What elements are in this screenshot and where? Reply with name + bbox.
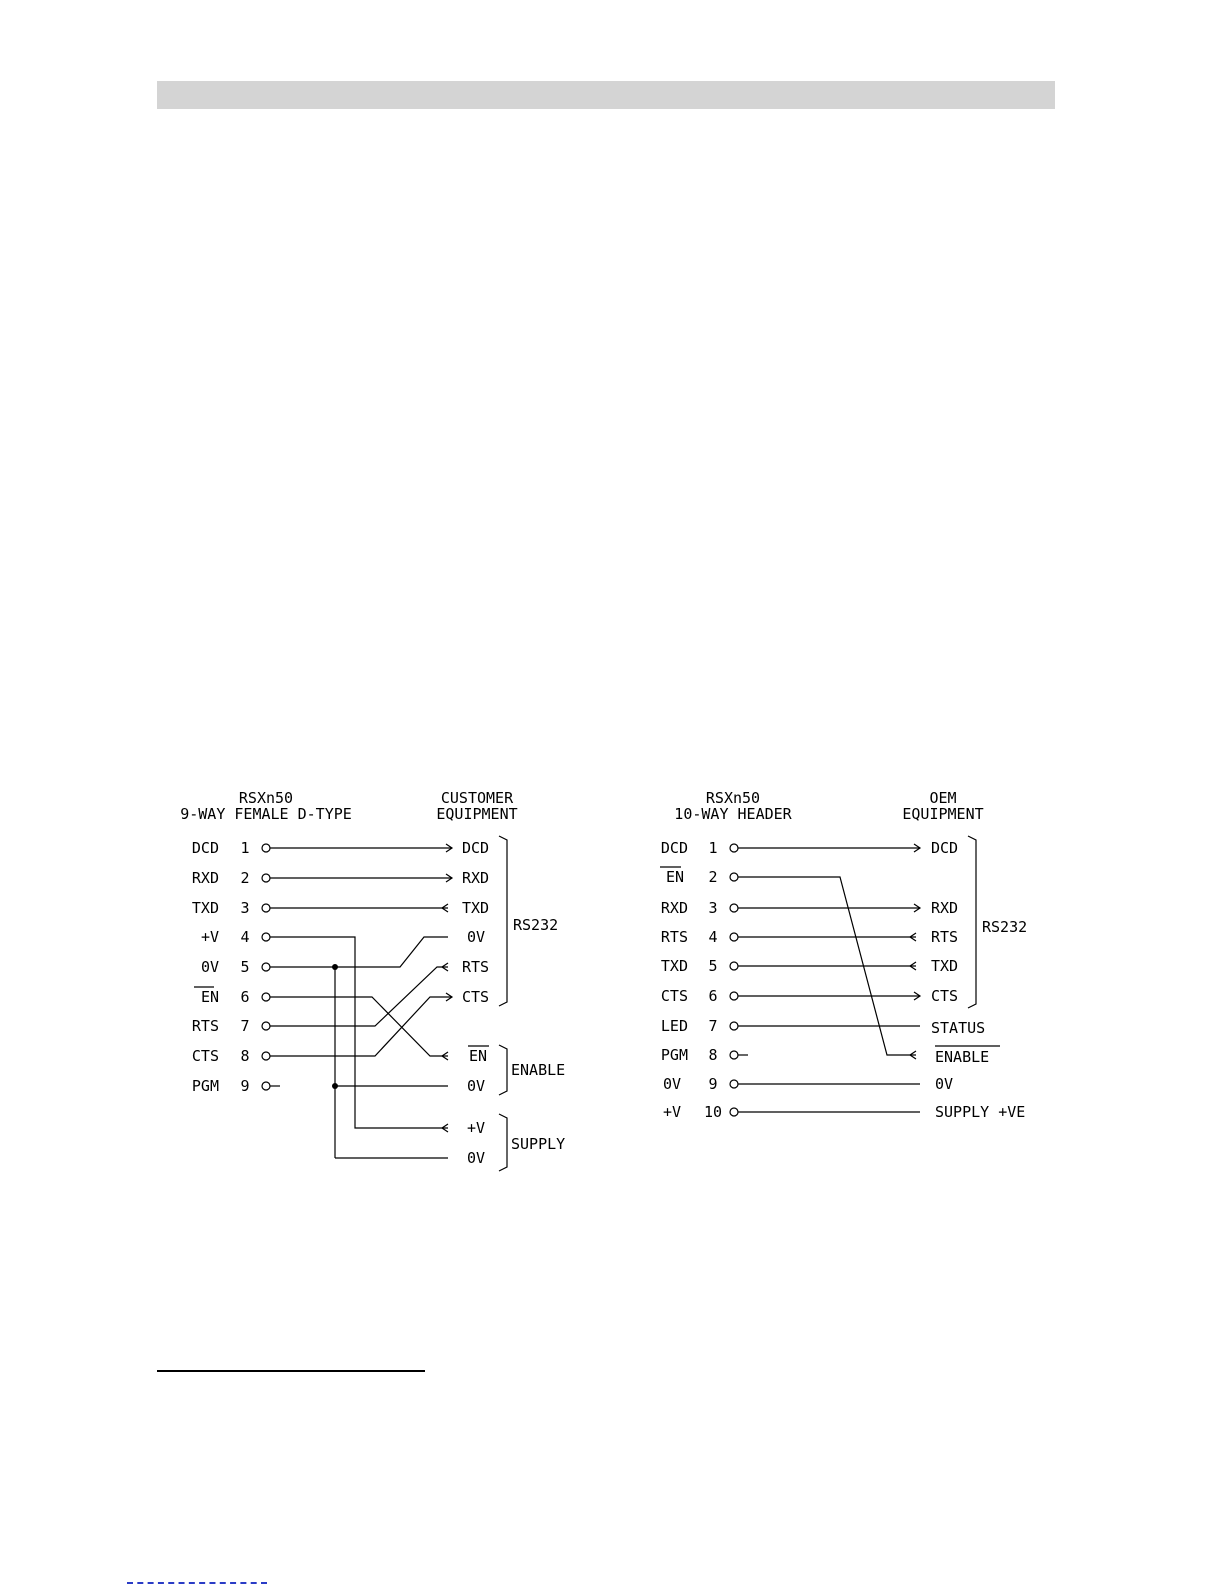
left-pin-number: 2 [240, 869, 250, 887]
left-junction-dot [332, 964, 338, 970]
right-target-label-overbar: ENABLE [935, 1048, 990, 1066]
right-target-label: STATUS [931, 1019, 986, 1037]
right-pin-signal: PGM [660, 1046, 688, 1064]
left-pin-signal: RTS [191, 1017, 219, 1035]
left-pin-signal: RXD [191, 869, 219, 887]
left-equipment-line1: CUSTOMER [440, 789, 514, 807]
right-title-line2: 10-WAY HEADER [674, 805, 792, 823]
left-pin-signal: DCD [191, 839, 219, 857]
left-pin-signal: TXD [191, 899, 219, 917]
left-target-label: +V [467, 1119, 486, 1137]
left-title-line2: 9-WAY FEMALE D-TYPE [180, 805, 352, 823]
right-pin-signal: RXD [660, 899, 688, 917]
right-equipment-line1: OEM [929, 789, 957, 807]
right-pin-circle [730, 873, 738, 881]
left-pin-signal-overbar: EN [200, 988, 219, 1006]
right-pin-number: 1 [708, 839, 718, 857]
right-pin-circle [730, 1022, 738, 1030]
left-pin-circle [262, 933, 270, 941]
left-group-label: ENABLE [511, 1061, 566, 1079]
left-pin-number: 5 [240, 958, 250, 976]
left-target-label-overbar: EN [469, 1047, 488, 1065]
left-group-label: RS232 [513, 916, 559, 934]
right-pin-signal: CTS [660, 987, 688, 1005]
right-pin-number: 5 [708, 957, 718, 975]
left-brace-enable [499, 1045, 507, 1095]
left-pin-circle [262, 904, 270, 912]
right-pin-signal: LED [660, 1017, 688, 1035]
left-target-label: 0V [467, 1149, 486, 1167]
right-pin-signal: DCD [660, 839, 688, 857]
right-pin-number: 6 [708, 987, 718, 1005]
right-pin-circle [730, 1108, 738, 1116]
right-pin-signal: TXD [660, 957, 688, 975]
left-pin-number: 1 [240, 839, 250, 857]
left-junction-dot [332, 1083, 338, 1089]
left-pin-signal: 0V [200, 958, 219, 976]
left-target-label: 0V [467, 928, 486, 946]
right-pin-circle [730, 844, 738, 852]
right-pin-signal: +V [662, 1103, 681, 1121]
right-brace-rs232 [968, 836, 976, 1008]
left-target-label: CTS [462, 988, 490, 1006]
right-pin-circle [730, 933, 738, 941]
left-pin-number: 9 [240, 1077, 250, 1095]
right-target-label: RXD [931, 899, 959, 917]
left-pin-number: 6 [240, 988, 250, 1006]
left-pin-number: 3 [240, 899, 250, 917]
left-title-line1: RSXn50 [238, 789, 294, 807]
left-pin-circle [262, 1052, 270, 1060]
right-pin-circle [730, 1051, 738, 1059]
right-pin-signal: 0V [662, 1075, 681, 1093]
left-pin-signal: CTS [191, 1047, 219, 1065]
right-pin-signal: RTS [660, 928, 688, 946]
left-target-label: RTS [462, 958, 490, 976]
left-pin-circle [262, 993, 270, 1001]
right-pin-circle [730, 904, 738, 912]
left-brace-rs232 [499, 836, 507, 1006]
left-pin-circle [262, 963, 270, 971]
right-target-label: SUPPLY +VE [935, 1103, 1026, 1121]
right-pin-number: 3 [708, 899, 718, 917]
right-pin-circle [730, 962, 738, 970]
right-title-line1: RSXn50 [705, 789, 761, 807]
right-pin-number: 10 [703, 1103, 723, 1121]
right-pin-number: 4 [708, 928, 718, 946]
right-pin-number: 7 [708, 1017, 718, 1035]
left-pin-circle [262, 1082, 270, 1090]
left-pin-circle [262, 844, 270, 852]
left-brace-supply [499, 1114, 507, 1171]
right-group-label: RS232 [982, 918, 1028, 936]
left-wire-0v-rs232 [270, 937, 448, 967]
left-wire-plus-v [270, 937, 448, 1128]
right-target-label: TXD [931, 957, 959, 975]
right-equipment-line2: EQUIPMENT [902, 805, 984, 823]
left-pin-signal: +V [200, 928, 219, 946]
right-pin-signal-overbar: EN [665, 868, 684, 886]
right-target-label: DCD [931, 839, 959, 857]
left-pin-circle [262, 874, 270, 882]
left-diagram [180, 789, 565, 1171]
left-group-label: SUPPLY [511, 1135, 566, 1153]
right-pin-number: 8 [708, 1046, 718, 1064]
left-pin-number: 7 [240, 1017, 250, 1035]
left-target-label: 0V [467, 1077, 486, 1095]
left-pin-circle [262, 1022, 270, 1030]
left-target-label: DCD [462, 839, 490, 857]
left-equipment-line2: EQUIPMENT [436, 805, 518, 823]
right-target-label: CTS [931, 987, 959, 1005]
right-pin-number: 2 [708, 868, 718, 886]
right-pin-circle [730, 1080, 738, 1088]
right-diagram [660, 789, 1027, 1121]
right-target-label: 0V [935, 1075, 954, 1093]
right-target-label: RTS [931, 928, 959, 946]
right-pin-number: 9 [708, 1075, 718, 1093]
left-pin-number: 4 [240, 928, 250, 946]
left-pin-number: 8 [240, 1047, 250, 1065]
left-pin-signal: PGM [191, 1077, 219, 1095]
left-target-label: RXD [462, 869, 490, 887]
right-pin-circle [730, 992, 738, 1000]
left-target-label: TXD [462, 899, 490, 917]
